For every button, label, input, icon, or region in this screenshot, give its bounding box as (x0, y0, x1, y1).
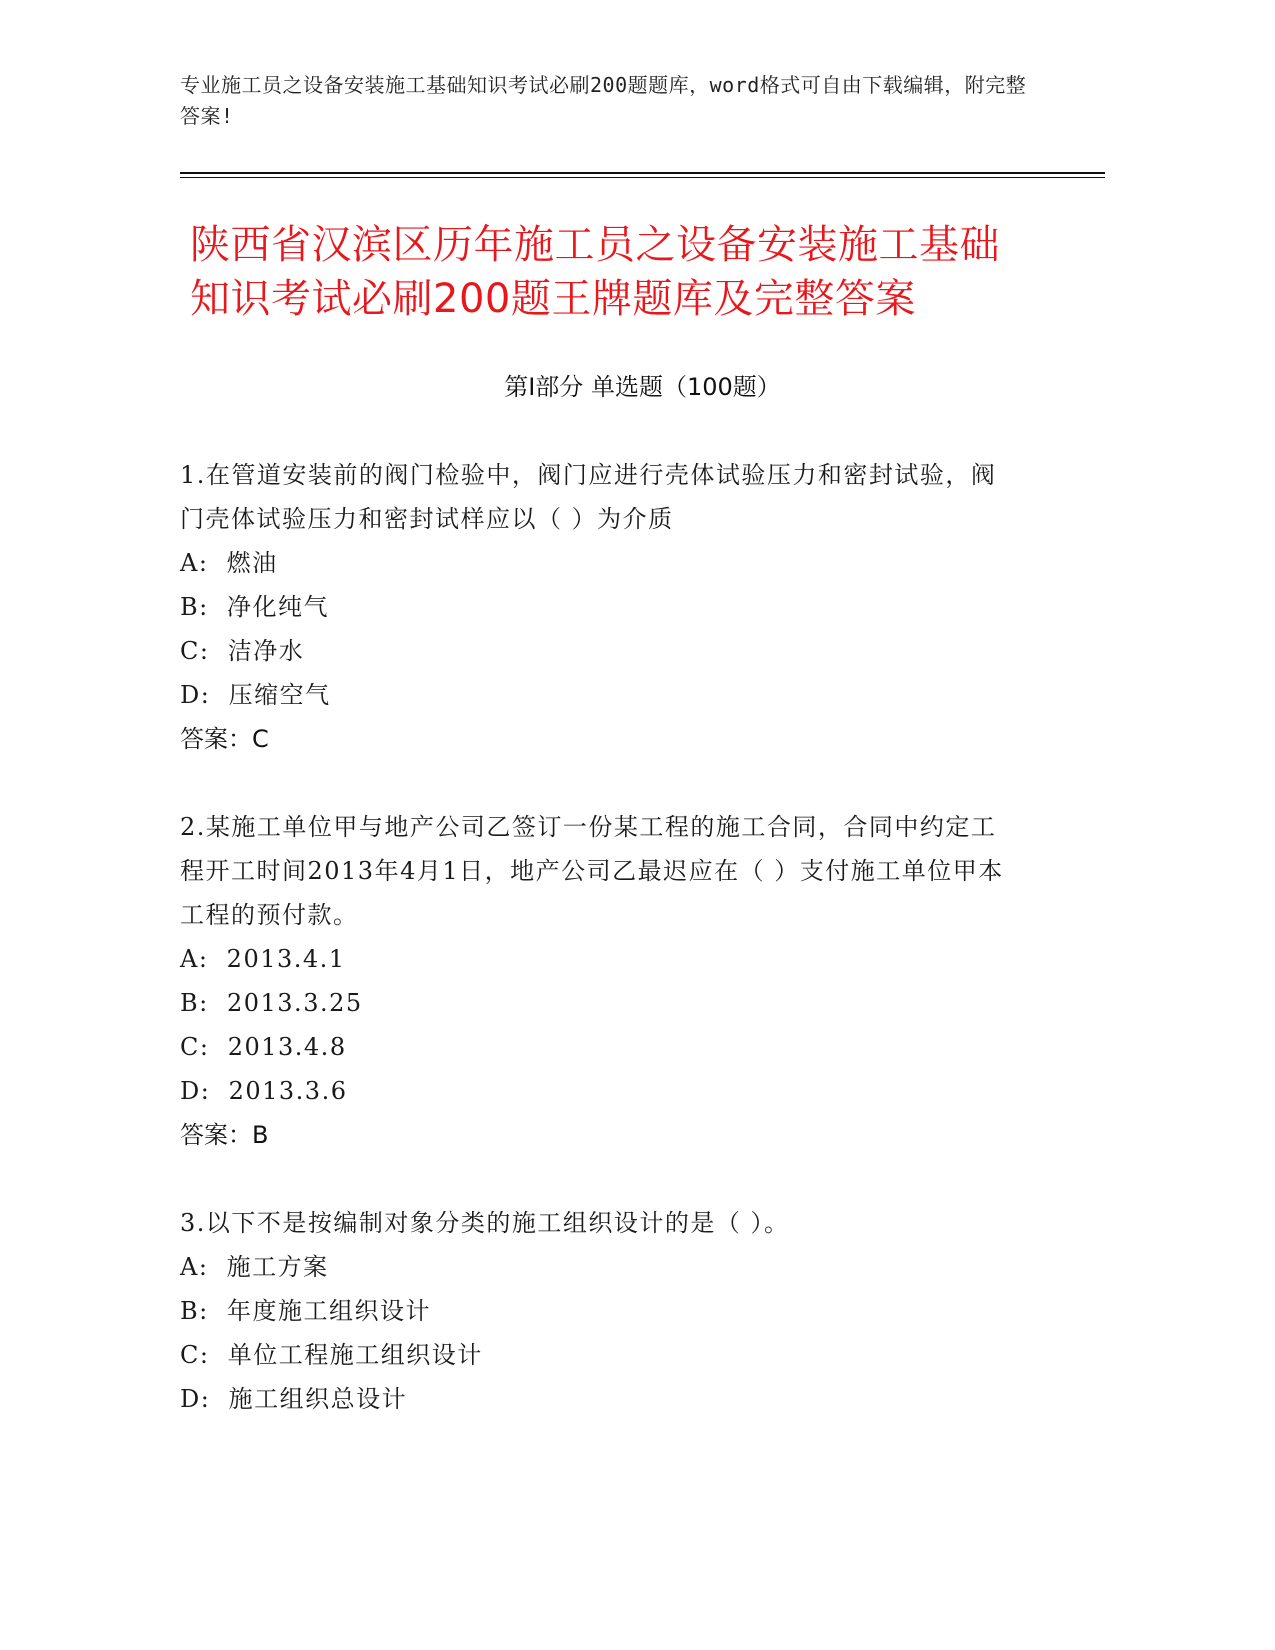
option-b: B: 净化纯气 (180, 593, 329, 621)
question-item (180, 1201, 1020, 1421)
header-divider-thin (180, 177, 1105, 178)
question-item (180, 453, 1020, 761)
option-d: D: 施工组织总设计 (180, 1385, 408, 1413)
option-b: B: 2013.3.25 (180, 989, 363, 1017)
question-stem: 2.某施工单位甲与地产公司乙签订一份某工程的施工合同，合同中约定工程开工时间2013年4月1日，地产公司乙最迟应在（ ）支付施工单位甲本工程的预付款。 (180, 813, 1004, 929)
question-stem: 3.以下不是按编制对象分类的施工组织设计的是（ ）。 (180, 1209, 790, 1237)
option-b: B: 年度施工组织设计 (180, 1297, 431, 1325)
option-c: C: 洁净水 (180, 637, 305, 665)
option-a: A: 2013.4.1 (180, 945, 346, 973)
question-list (180, 453, 1020, 1465)
question-stem: 1.在管道安装前的阀门检验中，阀门应进行壳体试验压力和密封试验，阀门壳体试验压力和密封试样应以（ ）为介质 (180, 461, 997, 533)
document-title: 陕西省汉滨区历年施工员之设备安装施工基础知识考试必刷200题王牌题库及完整答案 (190, 222, 1000, 322)
header-divider-thick (180, 172, 1105, 174)
option-c: C: 2013.4.8 (180, 1033, 347, 1061)
question-item (180, 805, 1020, 1157)
section-heading: 第I部分 单选题（100题） (504, 373, 781, 401)
option-a: A: 施工方案 (180, 1253, 329, 1281)
answer-line: 答案：B (180, 1121, 269, 1149)
option-c: C: 单位工程施工组织设计 (180, 1341, 483, 1369)
answer-line: 答案：C (180, 725, 269, 753)
option-a: A: 燃油 (180, 549, 278, 577)
header-note: 专业施工员之设备安装施工基础知识考试必刷200题题库，word格式可自由下载编辑，附完整答案! (180, 73, 1027, 128)
option-d: D: 2013.3.6 (180, 1077, 348, 1105)
option-d: D: 压缩空气 (180, 681, 331, 709)
